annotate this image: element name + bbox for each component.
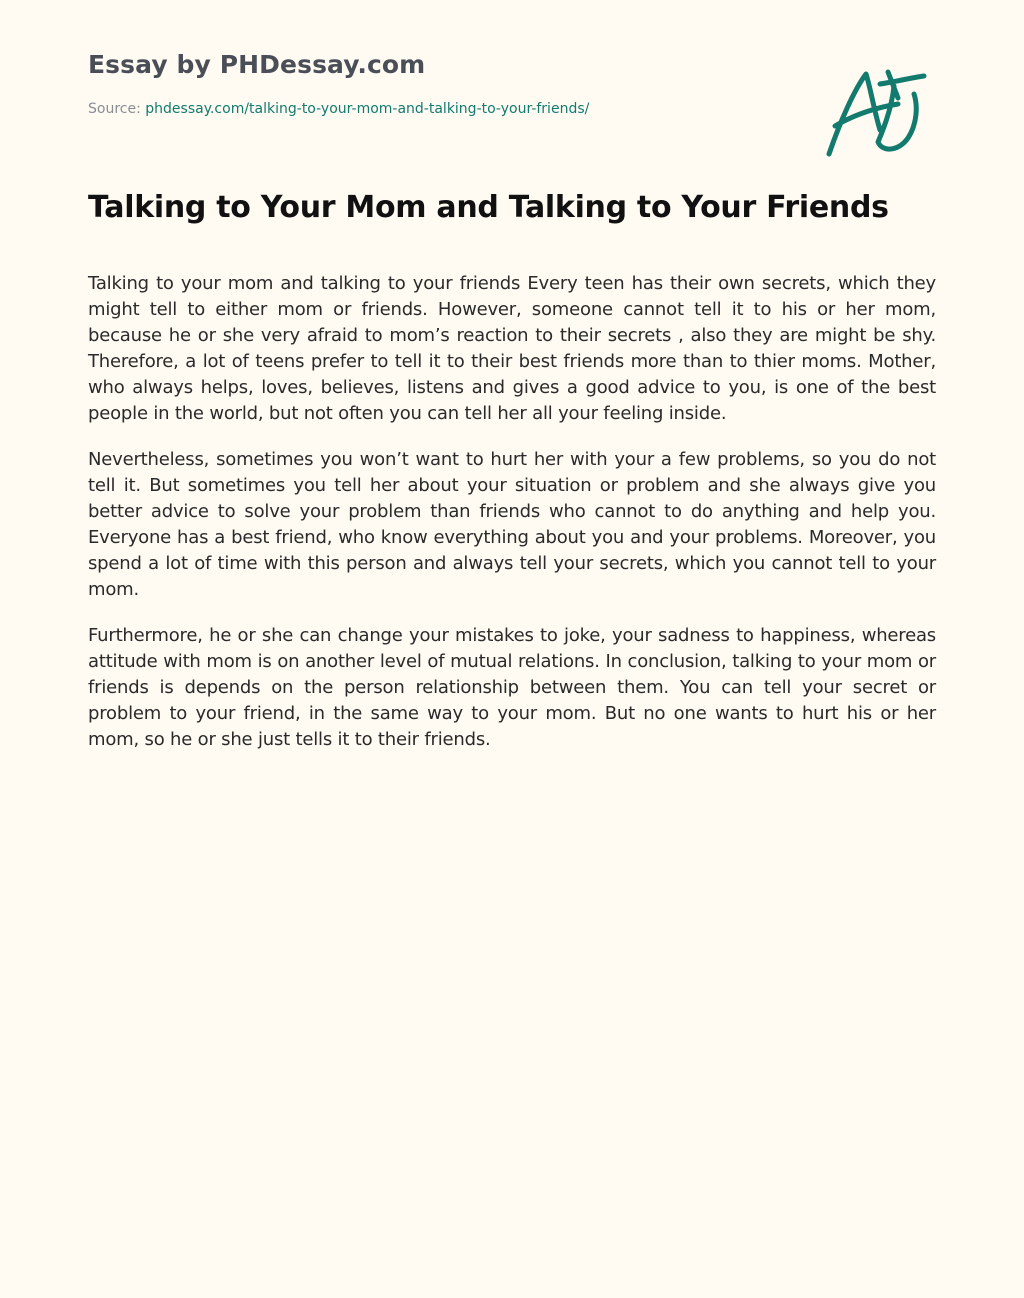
source-label: Source: <box>88 101 141 117</box>
source-line <box>88 101 589 117</box>
essay-paragraph-2: Nevertheless, sometimes you won’t want to hurt her with your a few problems, so you do not tell it. But sometimes you tell her about your situation or problem and she always give you better advice to solve your problem than friends who cannot to do anything and help you. Everyone has a best friend, who know everything about you and your problems. Moreover, you spend a lot of time with this person and always tell your secrets, which you cannot tell to your mom. <box>88 449 936 600</box>
source-link[interactable]: phdessay.com/talking-to-your-mom-and-talking-to-your-friends/ <box>145 101 590 117</box>
essay-paragraph-1: Talking to your mom and talking to your friends Every teen has their own secrets, which they might tell to either mom or friends. However, someone cannot tell it to his or her mom, because he or she very afraid to mom’s reaction to their secrets , also they are might be shy. Therefore, a lot of teens prefer to tell it to their best friends more than to thier moms. Mother, who always helps, loves, believes, listens and gives a good advice to you, is one of the best people in the world, but not often you can tell her all your feeling inside. <box>88 273 936 424</box>
a-plus-logo-icon <box>818 60 934 164</box>
site-name: Essay by PHDessay.com <box>88 50 426 79</box>
essay-paragraph-3: Furthermore, he or she can change your mistakes to joke, your sadness to happiness, whereas attitude with mom is on another level of mutual relations. In conclusion, talking to your mom or friends is depends on the person relationship between them. You can tell your secret or problem to your friend, in the same way to your mom. But no one wants to hurt his or her mom, so he or she just tells it to their friends. <box>88 625 936 750</box>
essay-body <box>88 271 936 773</box>
essay-title: Talking to Your Mom and Talking to Your Friends <box>88 190 889 225</box>
